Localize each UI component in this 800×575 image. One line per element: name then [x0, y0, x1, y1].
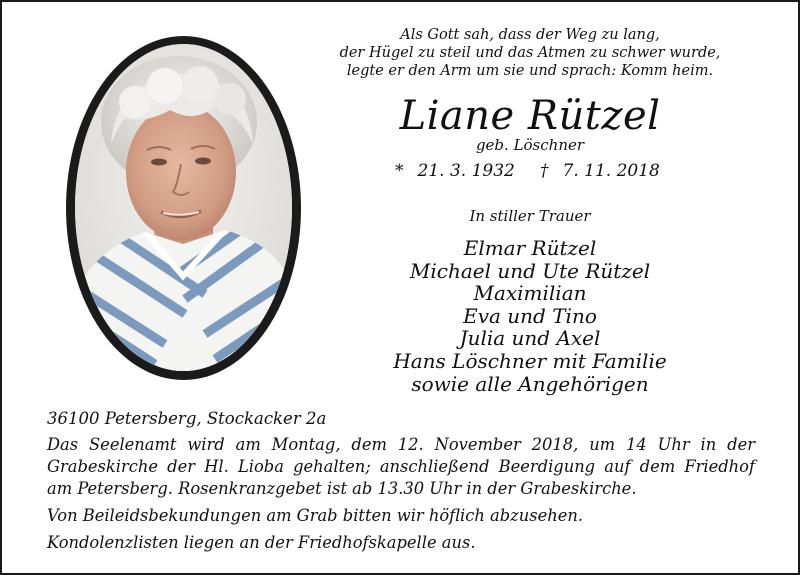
- birth-date-group: [395, 160, 515, 182]
- deceased-name: Liane Rützel: [399, 93, 661, 139]
- death-date: 7. 11. 2018: [562, 161, 660, 181]
- condolence-notice: Von Beileidsbekundungen am Grab bitten wir höflich abzusehen.: [47, 506, 583, 525]
- mourner-name: Elmar Rützel: [463, 236, 597, 260]
- mourner-name: sowie alle Angehörigen: [411, 371, 649, 396]
- condolence-lists-notice: Kondolenzlisten liegen an der Friedhofskapelle aus.: [47, 533, 476, 552]
- memorial-quote: [300, 26, 760, 80]
- death-cross-icon: †: [540, 161, 549, 181]
- mourner-name: Michael und Ute Rützel: [409, 258, 651, 283]
- mourner-name: Eva und Tino: [463, 303, 597, 328]
- mourners-list: [330, 237, 730, 395]
- death-date-group: [540, 160, 660, 182]
- address: 36100 Petersberg, Stockacker 2a: [47, 409, 327, 428]
- mourner-name: Julia und Axel: [459, 326, 601, 351]
- quote-line: legte er den Arm um sie und sprach: Komm heim.: [346, 63, 714, 79]
- mourning-intro: In stiller Trauer: [469, 207, 591, 225]
- service-line: am Petersberg. Rosenkranzgebet ist ab 13.30 Uhr in der Grabeskirche.: [47, 479, 637, 498]
- portrait-photo-icon: [75, 44, 292, 371]
- service-line: Grabeskirche der Hl. Lioba gehalten; anschließend Beerdigung auf dem Friedhof: [47, 457, 755, 476]
- mourner-name: Hans Löschner mit Familie: [393, 348, 667, 373]
- service-notice: [47, 434, 755, 554]
- mourner-name: Maximilian: [473, 281, 587, 306]
- quote-line: der Hügel zu steil und das Atmen zu schwer wurde,: [339, 45, 721, 61]
- maiden-name: geb. Löschner: [475, 136, 585, 154]
- birth-date: 21. 3. 1932: [417, 161, 515, 181]
- service-line: Das Seelenamt wird am Montag, dem 12. November 2018, um 14 Uhr in der: [47, 435, 755, 454]
- birth-star-icon: *: [395, 161, 404, 181]
- quote-line: Als Gott sah, dass der Weg zu lang,: [400, 27, 660, 43]
